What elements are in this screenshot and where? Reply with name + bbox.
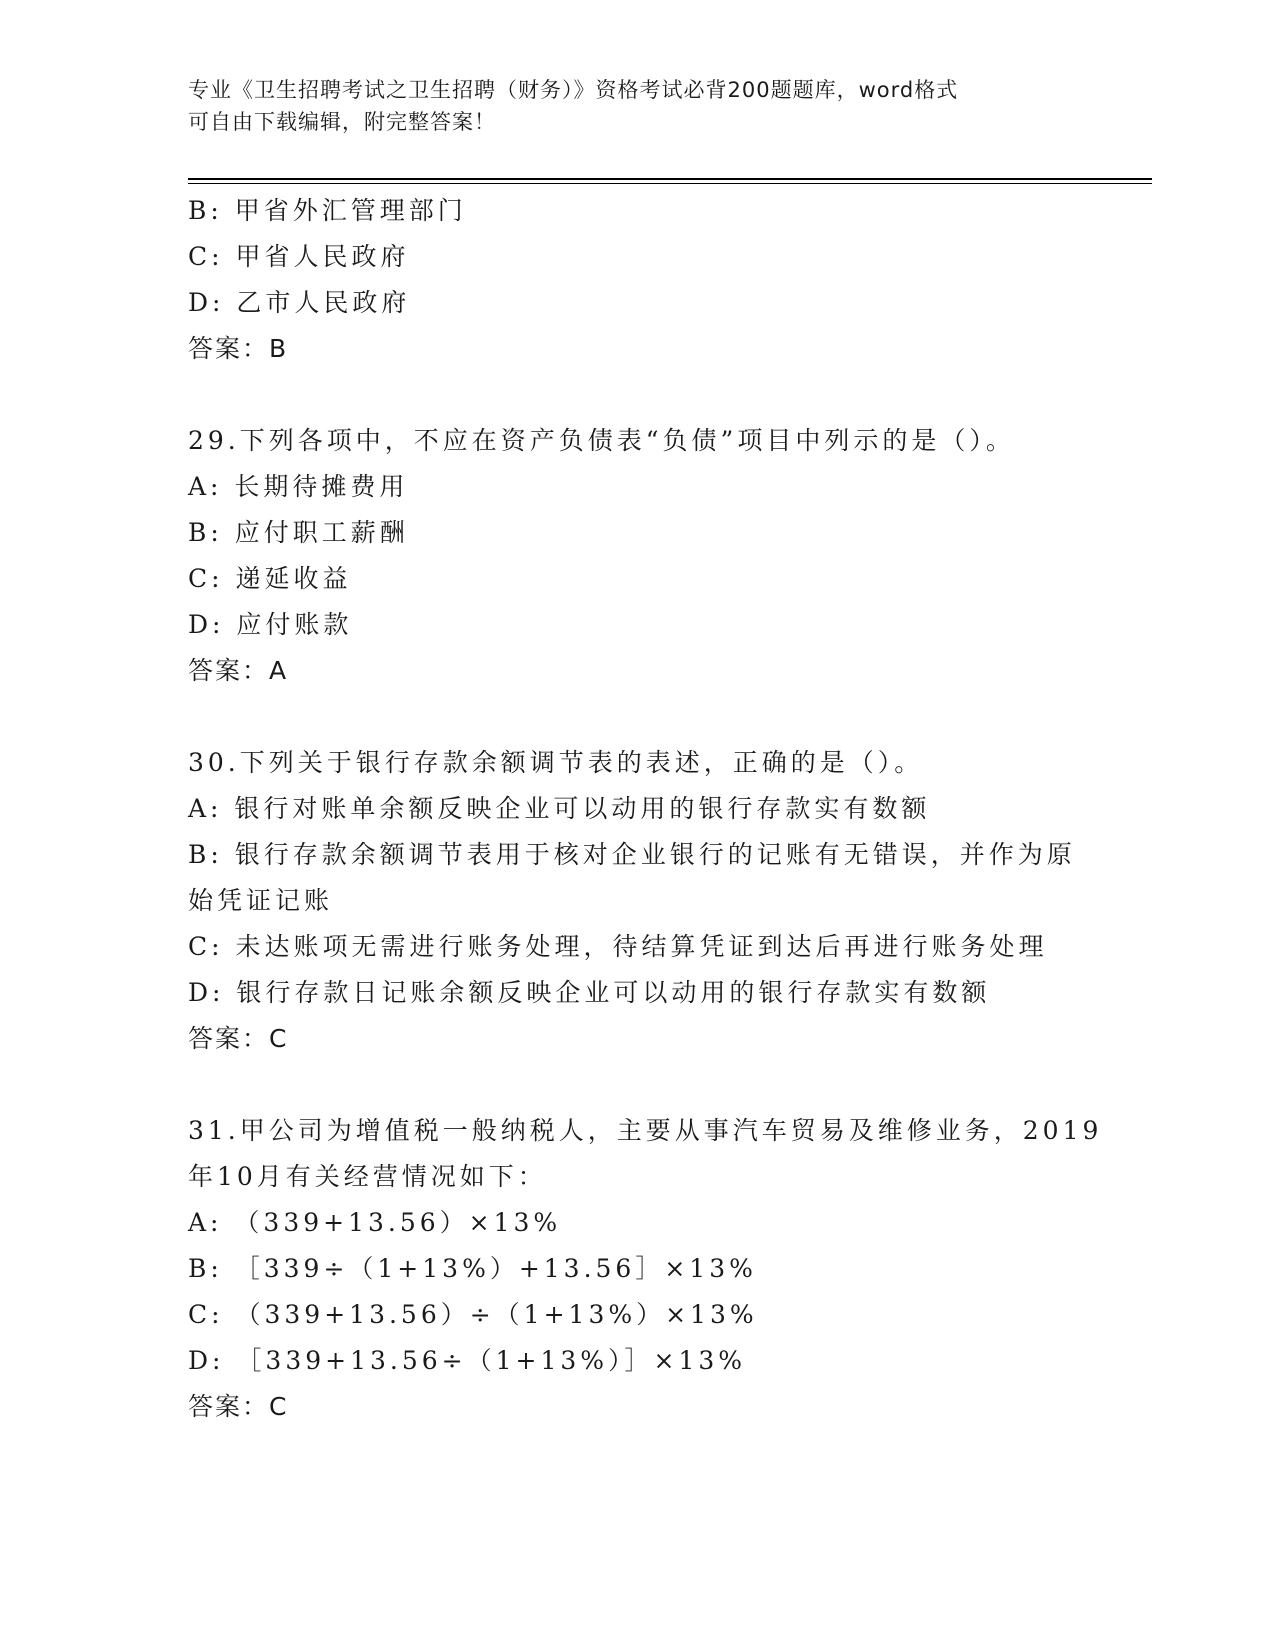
q31-stem-line-1: 31.甲公司为增值税一般纳税人，主要从事汽车贸易及维修业务，2019 bbox=[188, 1116, 1103, 1145]
header-title-line-1: 专业《卫生招聘考试之卫生招聘（财务）》资格考试必背200题题库，word格式 bbox=[188, 78, 959, 102]
header-divider-thick bbox=[188, 178, 1152, 180]
q30-answer: 答案：C bbox=[188, 1024, 289, 1053]
q30-option-d: D: 银行存款日记账余额反映企业可以动用的银行存款实有数额 bbox=[188, 978, 991, 1007]
header-title-line-2: 可自由下载编辑，附完整答案！ bbox=[188, 110, 496, 134]
q29-option-a: A: 长期待摊费用 bbox=[188, 472, 409, 501]
q31-answer: 答案：C bbox=[188, 1392, 289, 1421]
q29-option-b: B: 应付职工薪酬 bbox=[188, 518, 409, 547]
spacer bbox=[188, 372, 1088, 418]
q31-option-b: B: ［339÷（1+13%）+13.56］×13% bbox=[188, 1254, 757, 1283]
q31-option-a: A: （339+13.56）×13% bbox=[188, 1208, 562, 1237]
q30-option-a: A: 银行对账单余额反映企业可以动用的银行存款实有数额 bbox=[188, 794, 931, 823]
spacer bbox=[188, 694, 1088, 740]
q28-option-c: C: 甲省人民政府 bbox=[188, 242, 410, 271]
spacer bbox=[188, 1062, 1088, 1108]
q30-option-c: C: 未达账项无需进行账务处理，待结算凭证到达后再进行账务处理 bbox=[188, 932, 1048, 961]
q30-stem: 30.下列关于银行存款余额调节表的表述，正确的是（）。 bbox=[188, 748, 924, 777]
question-list bbox=[188, 188, 1103, 1430]
q30-option-b-line-2: 始凭证记账 bbox=[188, 886, 334, 915]
q29-stem: 29.下列各项中，不应在资产负债表“负债”项目中列示的是（）。 bbox=[188, 426, 1015, 455]
q31-option-d: D: ［339+13.56÷（1+13%）］×13% bbox=[188, 1346, 747, 1375]
q31-option-c: C: （339+13.56）÷（1+13%）×13% bbox=[188, 1300, 758, 1329]
q30-option-b-line-1: B: 银行存款余额调节表用于核对企业银行的记账有无错误，并作为原 bbox=[188, 840, 1076, 869]
q28-answer: 答案：B bbox=[188, 334, 289, 363]
header-divider-thin bbox=[188, 183, 1152, 184]
question-31 bbox=[188, 1108, 1103, 1430]
question-30 bbox=[188, 740, 1088, 1062]
q31-stem-line-2: 年10月有关经营情况如下： bbox=[188, 1162, 547, 1191]
q29-option-c: C: 递延收益 bbox=[188, 564, 352, 593]
q29-answer: 答案：A bbox=[188, 656, 289, 685]
question-29 bbox=[188, 418, 1088, 694]
q28-option-b: B: 甲省外汇管理部门 bbox=[188, 196, 467, 225]
q28-option-d: D: 乙市人民政府 bbox=[188, 288, 411, 317]
q29-option-d: D: 应付账款 bbox=[188, 610, 353, 639]
question-28 bbox=[188, 188, 1088, 372]
document-header bbox=[188, 74, 1088, 138]
